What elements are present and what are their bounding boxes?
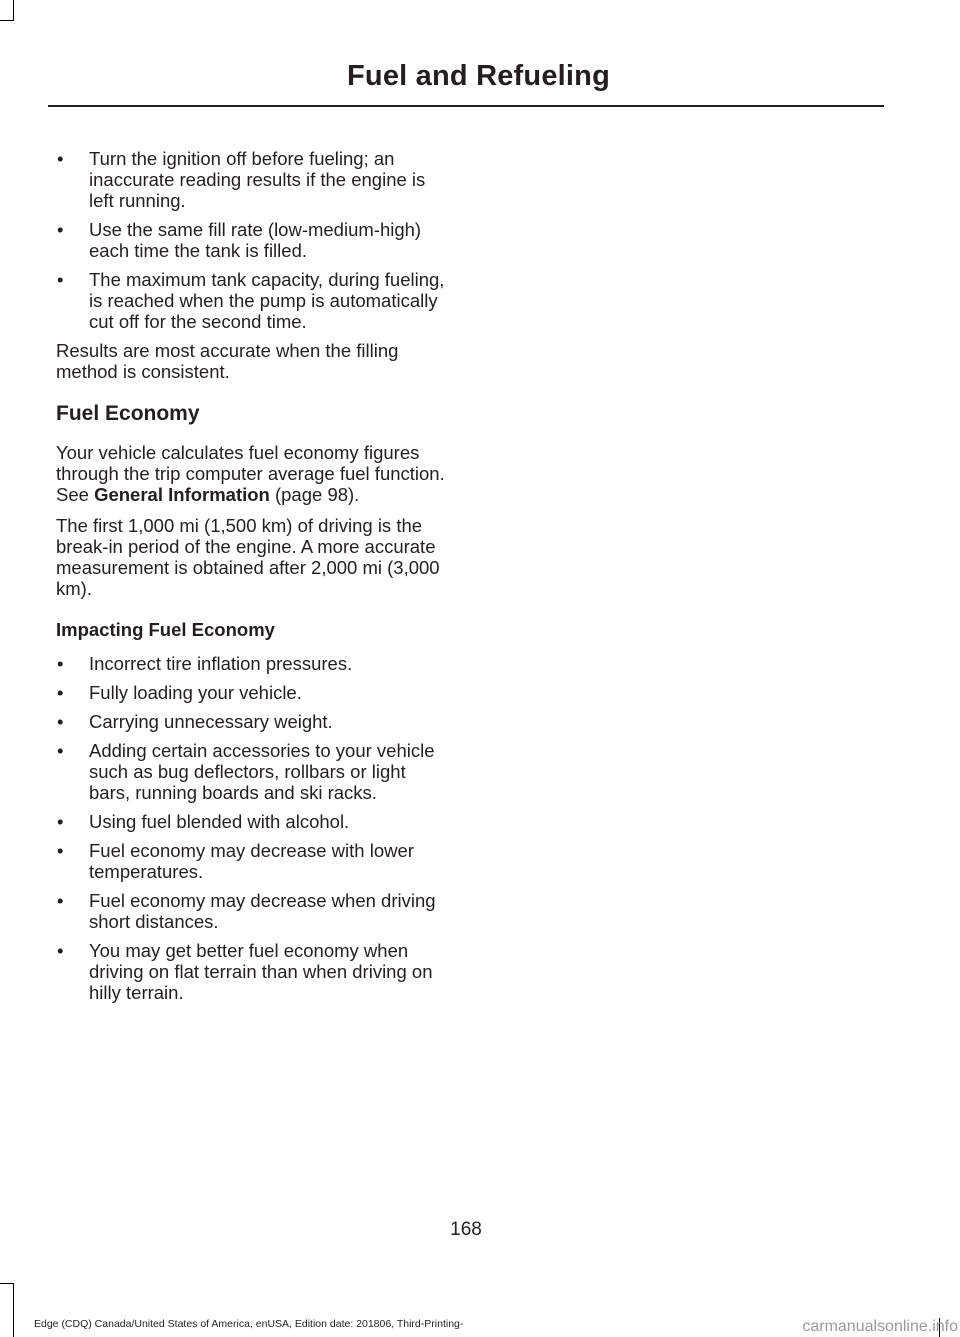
list-item [56,811,448,832]
list-item-text: Use the same fill rate (low-medium-high) each time the tank is filled. [89,219,422,261]
page-header-title: Fuel and Refueling [347,60,610,92]
crop-mark-bottom-left-h [0,1283,14,1284]
bullet-glyph: • [57,219,64,240]
bullet-glyph: • [57,740,64,761]
subheading-impacting-fuel-economy: Impacting Fuel Economy [56,619,275,640]
crop-mark-top-left-v [13,0,14,20]
impacting-list [56,653,448,1003]
list-item [56,711,448,732]
list-item-text: Adding certain accessories to your vehicle such as bug deflectors, rollbars or light bars, running boards and ski racks. [89,740,435,803]
list-item-text: Using fuel blended with alcohol. [89,811,350,832]
bullet-glyph: • [57,890,64,911]
list-item-text: Fuel economy may decrease when driving short distances. [89,890,436,932]
list-item-text: Fully loading your vehicle. [89,682,302,703]
main-column [56,148,448,1011]
intro-text: Your vehicle calculates fuel economy figures through the trip computer average fuel function. See [56,442,445,505]
list-item [56,740,448,803]
cross-reference-link[interactable]: General Information [94,484,270,505]
results-paragraph: Results are most accurate when the filling method is consistent. [56,340,399,382]
list-item [56,219,448,261]
page-reference: (page 98). [269,484,360,505]
page-number: 168 [450,1219,482,1240]
section-heading-fuel-economy: Fuel Economy [56,402,200,425]
list-item [56,148,448,211]
list-item [56,890,448,932]
list-item [56,653,448,674]
list-item-text: Turn the ignition off before fueling; an inaccurate reading results if the engine is left running. [89,148,426,211]
bullet-glyph: • [57,840,64,861]
list-item-text: The maximum tank capacity, during fueling, is reached when the pump is automatically cut off for the second time. [89,269,445,332]
list-item [56,840,448,882]
header-rule [48,105,884,107]
list-item [56,269,448,332]
crop-mark-bottom-left-v [13,1283,14,1337]
list-item-text: Fuel economy may decrease with lower temperatures. [89,840,414,882]
fuel-economy-intro [56,442,448,505]
bullet-glyph: • [57,269,64,290]
footer-edition-text: Edge (CDQ) Canada/United States of America, enUSA, Edition date: 201806, Third-Printing- [34,1318,464,1330]
list-item [56,682,448,703]
bullet-glyph: • [57,682,64,703]
bullet-glyph: • [57,653,64,674]
list-item-text: You may get better fuel economy when driving on flat terrain than when driving on hilly terrain. [89,940,433,1003]
list-item-text: Carrying unnecessary weight. [89,711,333,732]
bullet-glyph: • [57,940,64,961]
fueling-tips-list [56,148,448,332]
break-in-paragraph: The first 1,000 mi (1,500 km) of driving is the break-in period of the engine. A more accurate measurement is obtained after 2,000 mi (3,000 km). [56,515,440,599]
list-item [56,940,448,1003]
bullet-glyph: • [57,711,64,732]
crop-mark-top-left-h [0,20,14,21]
watermark: carmanualsonline.info [802,1318,958,1335]
bullet-glyph: • [57,148,64,169]
list-item-text: Incorrect tire inflation pressures. [89,653,353,674]
bullet-glyph: • [57,811,64,832]
